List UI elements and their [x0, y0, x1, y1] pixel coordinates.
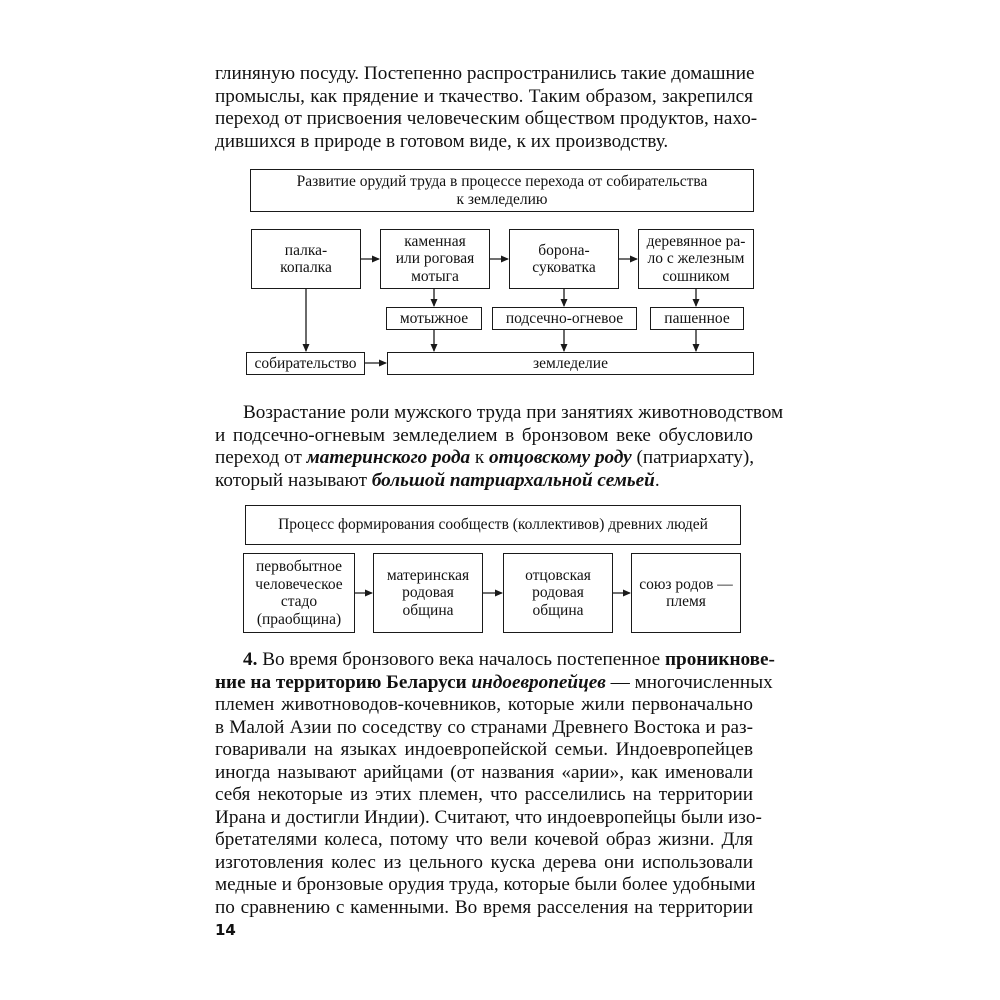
- diagram2-title: Процесс формирования сообществ (коллективов) древних людей: [245, 505, 741, 545]
- stage-tribe: союз родов — племя: [631, 553, 741, 633]
- tool-plough: деревянное ра- ло с железным сошником: [638, 229, 754, 289]
- text-line: бретателями колеса, потому что вели кочевой образ жизни. Для: [215, 829, 753, 850]
- term-maternal-clan: материнского рода: [306, 447, 471, 468]
- stage-primitive-herd: первобытное человеческое стадо (праобщина): [243, 553, 355, 633]
- text-line: Возрастание роли мужского труда при занятиях животноводством: [243, 402, 784, 423]
- text-line: который называют большой патриархальной семьей.: [215, 469, 660, 491]
- paragraph-3: [215, 649, 775, 919]
- text-line: изготовления колес из цельного куска дерева они использовали: [215, 851, 753, 873]
- term-patriarchal-family: большой патриархальной семьей: [371, 469, 655, 491]
- diagram1-title: Развитие орудий труда в процессе перехода от собирательства к земледелию: [250, 169, 754, 212]
- stage-paternal-community: отцовская родовая община: [503, 553, 613, 633]
- text-line: иногда называют арийцами (от названия «арии», как именовали: [215, 761, 753, 783]
- tool-hoe: каменная или роговая мотыга: [380, 229, 490, 289]
- stage-maternal-community: материнская родовая община: [373, 553, 483, 633]
- text-line: и подсечно-огневым земледелием в бронзовом веке обусловило: [215, 424, 753, 446]
- text-line: себя некоторые из этих племен, что расселились на территории: [215, 784, 753, 805]
- text-line: 4. Во время бронзового века началось постепенное проникнове-: [243, 649, 775, 670]
- term-paternal-clan: отцовскому роду: [489, 447, 632, 468]
- section-number: 4.: [243, 649, 258, 670]
- text-line: говаривали на языках индоевропейской семьи. Индоевропейцев: [215, 739, 753, 760]
- tool-digging-stick: палка- копалка: [251, 229, 361, 289]
- text-line: переход от материнского рода к отцовскому роду (патриархату),: [215, 447, 755, 468]
- farming-type-hoe: мотыжное: [386, 307, 482, 330]
- page-number: 14: [215, 921, 236, 939]
- farming-type-slash-burn: подсечно-огневое: [492, 307, 637, 330]
- text-line: переход от присвоения человеческим обществом продуктов, нахо-: [215, 108, 758, 129]
- text-line: дившихся в природе в готовом виде, к их производству.: [215, 130, 669, 152]
- text-line: в Малой Азии по соседству со странами Древнего Востока и раз-: [215, 716, 753, 738]
- gathering-box: собирательство: [246, 352, 365, 375]
- text-line: медные и бронзовые орудия труда, которые были более удобными: [215, 874, 756, 895]
- tool-harrow: борона- суковатка: [509, 229, 619, 289]
- farming-box: земледелие: [387, 352, 754, 375]
- term-indo-europeans: индоевропейцев: [471, 671, 606, 693]
- text-line: глиняную посуду. Постепенно распространились такие домашние: [215, 63, 755, 84]
- text-line: промыслы, как прядение и ткачество. Таким образом, закрепился: [215, 85, 753, 107]
- farming-type-arable: пашенное: [650, 307, 744, 330]
- text-line: племен животноводов-кочевников, которые жили первоначально: [215, 694, 753, 715]
- text-line: Ирана и достигли Индии). Считают, что индоевропейцы были изо-: [215, 806, 762, 828]
- text-line: по сравнению с каменными. Во время расселения на территории: [215, 896, 753, 918]
- text-line: ние на территорию Беларуси индоевропейцев — многочисленных: [215, 671, 773, 693]
